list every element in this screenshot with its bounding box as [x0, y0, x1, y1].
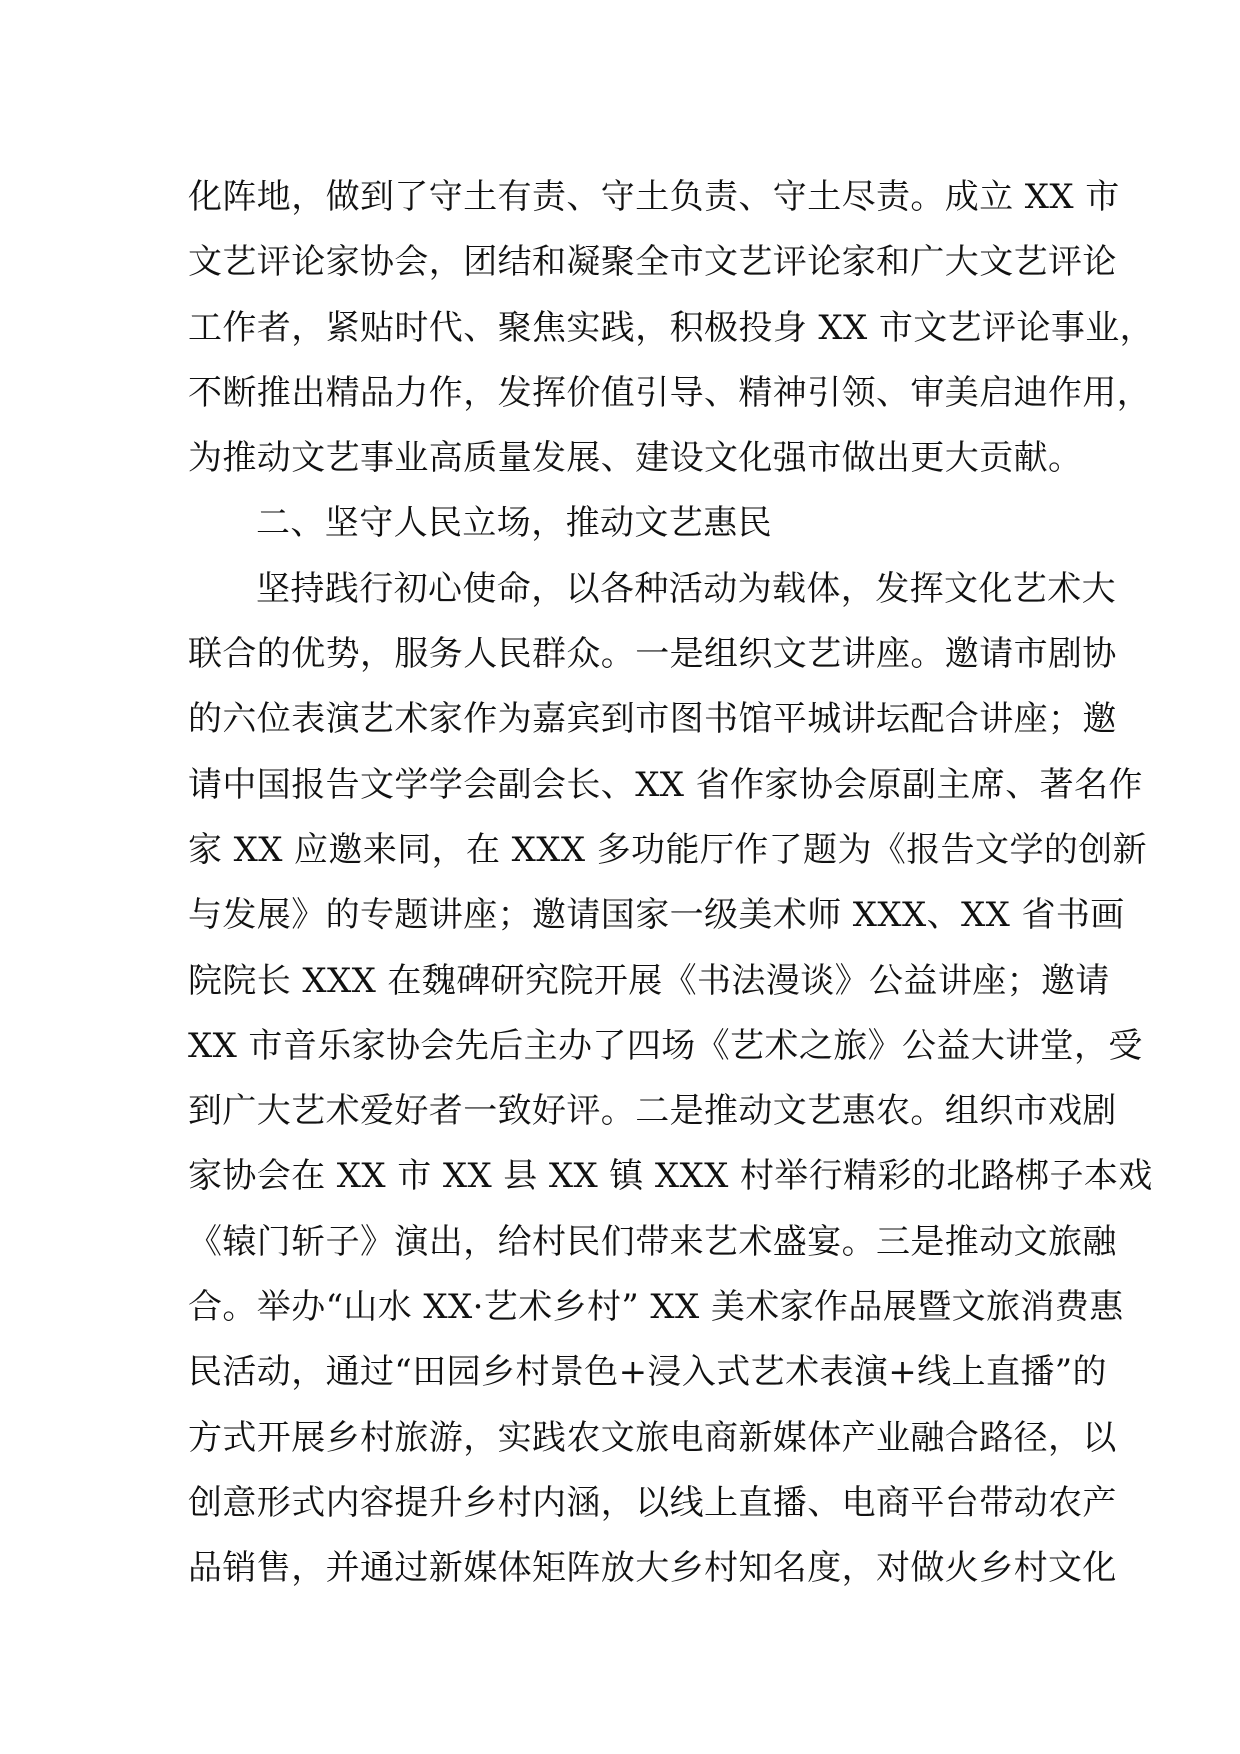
paragraph-line: XX 市音乐家协会先后主办了四场《艺术之旅》公益大讲堂，受 — [188, 1025, 1143, 1066]
paragraph-line: 院院长 XXX 在魏碑研究院开展《书法漫谈》公益讲座；邀请 — [188, 960, 1110, 1001]
paragraph-line: 家 XX 应邀来同，在 XXX 多功能厅作了题为《报告文学的创新 — [188, 829, 1148, 870]
paragraph-line: 品销售，并通过新媒体矩阵放大乡村知名度，对做火乡村文化 — [188, 1548, 1117, 1589]
paragraph-line: 《辕门斩子》演出，给村民们带来艺术盛宴。三是推动文旅融 — [188, 1221, 1117, 1262]
paragraph-line: 民活动，通过“田园乡村景色+浸入式艺术表演+线上直播”的 — [188, 1352, 1107, 1393]
paragraph-line: 到广大艺术爱好者一致好评。二是推动文艺惠农。组织市戏剧 — [188, 1091, 1117, 1132]
paragraph-line: 请中国报告文学学会副会长、XX 省作家协会原副主席、著名作 — [188, 764, 1143, 805]
paragraph-line: 家协会在 XX 市 XX 县 XX 镇 XXX 村举行精彩的北路梆子本戏 — [188, 1156, 1153, 1197]
paragraph-line: 联合的优势，服务人民群众。一是组织文艺讲座。邀请市剧协 — [188, 634, 1117, 675]
paragraph-line: 坚持践行初心使命，以各种活动为载体，发挥文化艺术大 — [256, 568, 1116, 609]
paragraph-line: 文艺评论家协会，团结和凝聚全市文艺评论家和广大文艺评论 — [188, 242, 1117, 283]
paragraph-line: 的六位表演艺术家作为嘉宾到市图书馆平城讲坛配合讲座；邀 — [188, 699, 1117, 740]
paragraph-line: 创意形式内容提升乡村内涵，以线上直播、电商平台带动农产 — [188, 1482, 1117, 1523]
paragraph-line: 工作者，紧贴时代、聚焦实践，积极投身 XX 市文艺评论事业， — [188, 307, 1155, 348]
paragraph-line: 方式开展乡村旅游，实践农文旅电商新媒体产业融合路径，以 — [188, 1417, 1117, 1458]
paragraph-line: 化阵地，做到了守土有责、守土负责、守土尽责。成立 XX 市 — [188, 177, 1120, 217]
paragraph-line: 为推动文艺事业高质量发展、建设文化强市做出更大贡献。 — [188, 438, 1083, 479]
section-heading: 二、坚守人民立场，推动文艺惠民 — [256, 503, 772, 544]
paragraph-line: 不断推出精品力作，发挥价值引导、精神引领、审美启迪作用， — [188, 372, 1152, 413]
paragraph-line: 合。举办“山水 XX·艺术乡村” XX 美术家作品展暨文旅消费惠 — [188, 1287, 1124, 1328]
paragraph-line: 与发展》的专题讲座；邀请国家一级美术师 XXX、XX 省书画 — [188, 895, 1125, 936]
document-body — [188, 165, 1155, 1602]
